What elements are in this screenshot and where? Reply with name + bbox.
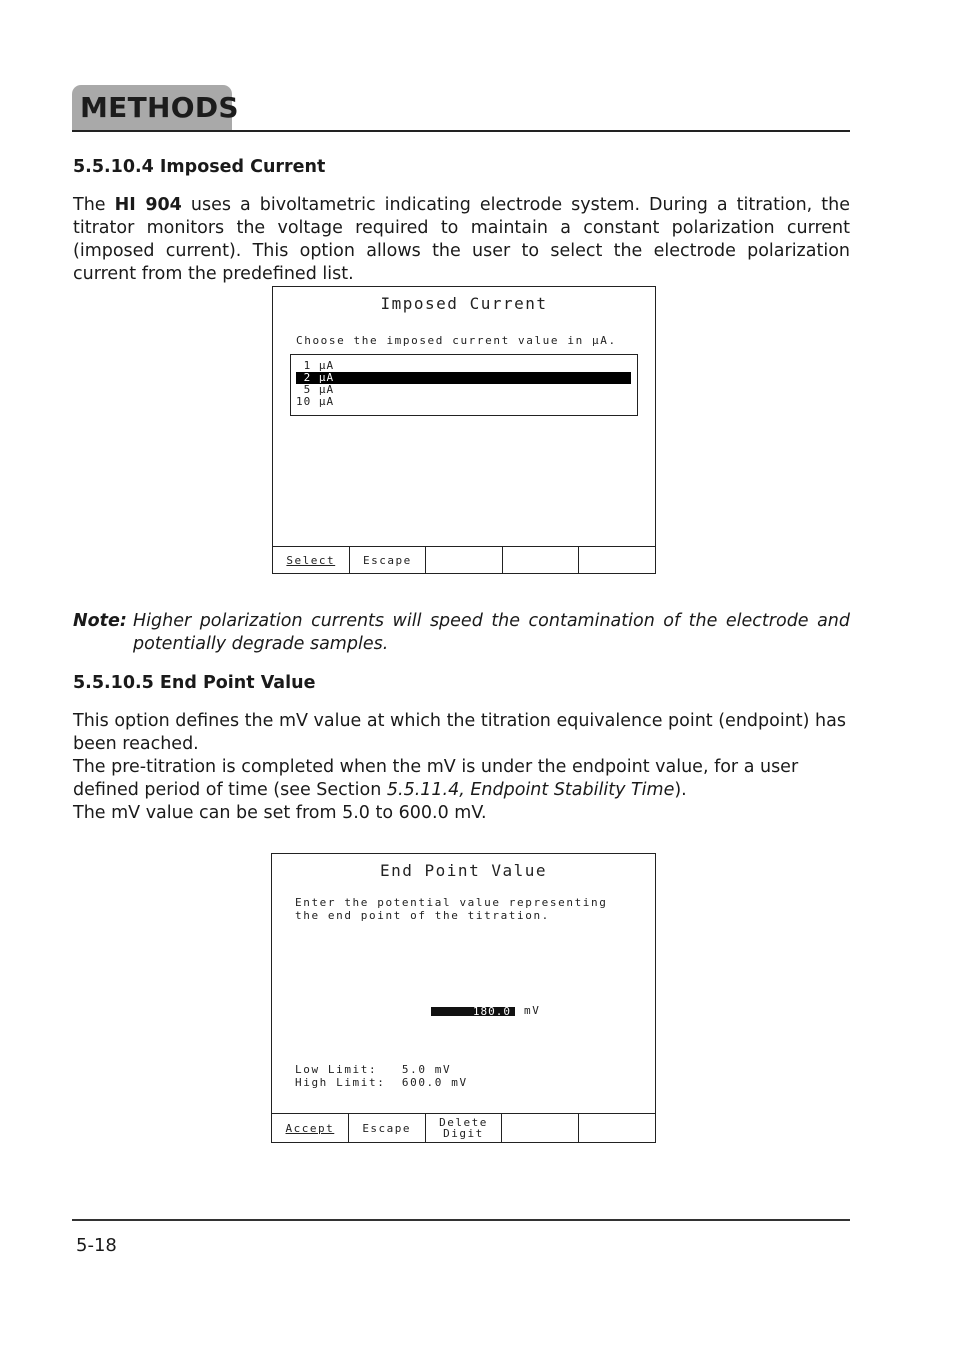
list-item-1ua[interactable]: 1 µA: [296, 359, 335, 372]
para-text: The pre-titration is completed when the mV is under the endpoint value, for a user defined period of time (see Section: [73, 757, 799, 800]
softkey-bar: [272, 1113, 655, 1142]
high-limit: High Limit: 600.0 mV: [295, 1076, 468, 1089]
footer-divider: [72, 1219, 850, 1221]
delete-digit-label-line-2: Digit: [443, 1127, 484, 1140]
end-point-para-1: This option defines the mV value at which the titration equivalence point (endpoint) has been reached.: [73, 711, 846, 754]
para-text: uses a bivoltametric indicating electrode system. During a titration, the titrator monitors the voltage required to maintain a constant polarization current (imposed current). This option allows the user to select the electrode polarization current from the predefined list.: [73, 195, 850, 284]
section-heading-end-point-value: 5.5.10.5 End Point Value: [73, 673, 316, 693]
model-name: HI 904: [114, 195, 182, 215]
end-point-value-screen: [271, 853, 656, 1143]
imposed-current-paragraph: [73, 194, 850, 286]
screen-prompt-line-1: Enter the potential value representing: [295, 896, 608, 909]
softkey-4[interactable]: [502, 1114, 579, 1142]
softkey-4[interactable]: [503, 547, 580, 573]
page-number: 5-18: [76, 1235, 117, 1256]
para-text: The: [73, 195, 115, 215]
select-button[interactable]: Select: [273, 547, 350, 573]
screen-prompt: Choose the imposed current value in µA.: [296, 334, 617, 347]
end-point-para-2: [73, 756, 850, 802]
note-label: Note:: [73, 611, 127, 631]
section-heading-imposed-current: 5.5.10.4 Imposed Current: [73, 157, 326, 177]
section-reference-link: 5.5.11.4, Endpoint Stability Time: [386, 780, 675, 800]
header-divider: [72, 130, 850, 132]
list-item-5ua[interactable]: 5 µA: [296, 383, 335, 396]
end-point-para-3: The mV value can be set from 5.0 to 600.0 mV.: [73, 803, 487, 823]
delete-digit-button[interactable]: [426, 1114, 503, 1142]
end-point-value-input[interactable]: 180.0: [431, 1007, 515, 1016]
delete-digit-label-line-1: Delete: [439, 1116, 488, 1129]
softkey-5[interactable]: [579, 547, 655, 573]
escape-button[interactable]: Escape: [349, 1114, 426, 1142]
value-unit: mV: [524, 1004, 541, 1017]
escape-button[interactable]: Escape: [350, 547, 427, 573]
accept-button[interactable]: Accept: [272, 1114, 349, 1142]
softkey-5[interactable]: [579, 1114, 655, 1142]
note-text: Higher polarization currents will speed the contamination of the electrode and potentially degrade samples.: [133, 611, 850, 654]
softkey-bar: [273, 546, 655, 573]
screen-title: End Point Value: [380, 861, 547, 880]
low-limit: Low Limit: 5.0 mV: [295, 1063, 452, 1076]
screen-prompt-line-2: the end point of the titration.: [295, 909, 550, 922]
list-item-10ua[interactable]: 10 µA: [296, 395, 335, 408]
para-text: ).: [674, 780, 687, 800]
softkey-3[interactable]: [426, 547, 503, 573]
end-point-paragraphs: [73, 710, 850, 825]
screen-title: Imposed Current: [380, 294, 548, 313]
imposed-current-screen: [272, 286, 656, 574]
current-options-list: [290, 354, 638, 416]
chapter-title: METHODS: [80, 91, 239, 124]
list-item-2ua-selected[interactable]: 2 µA: [296, 372, 631, 384]
